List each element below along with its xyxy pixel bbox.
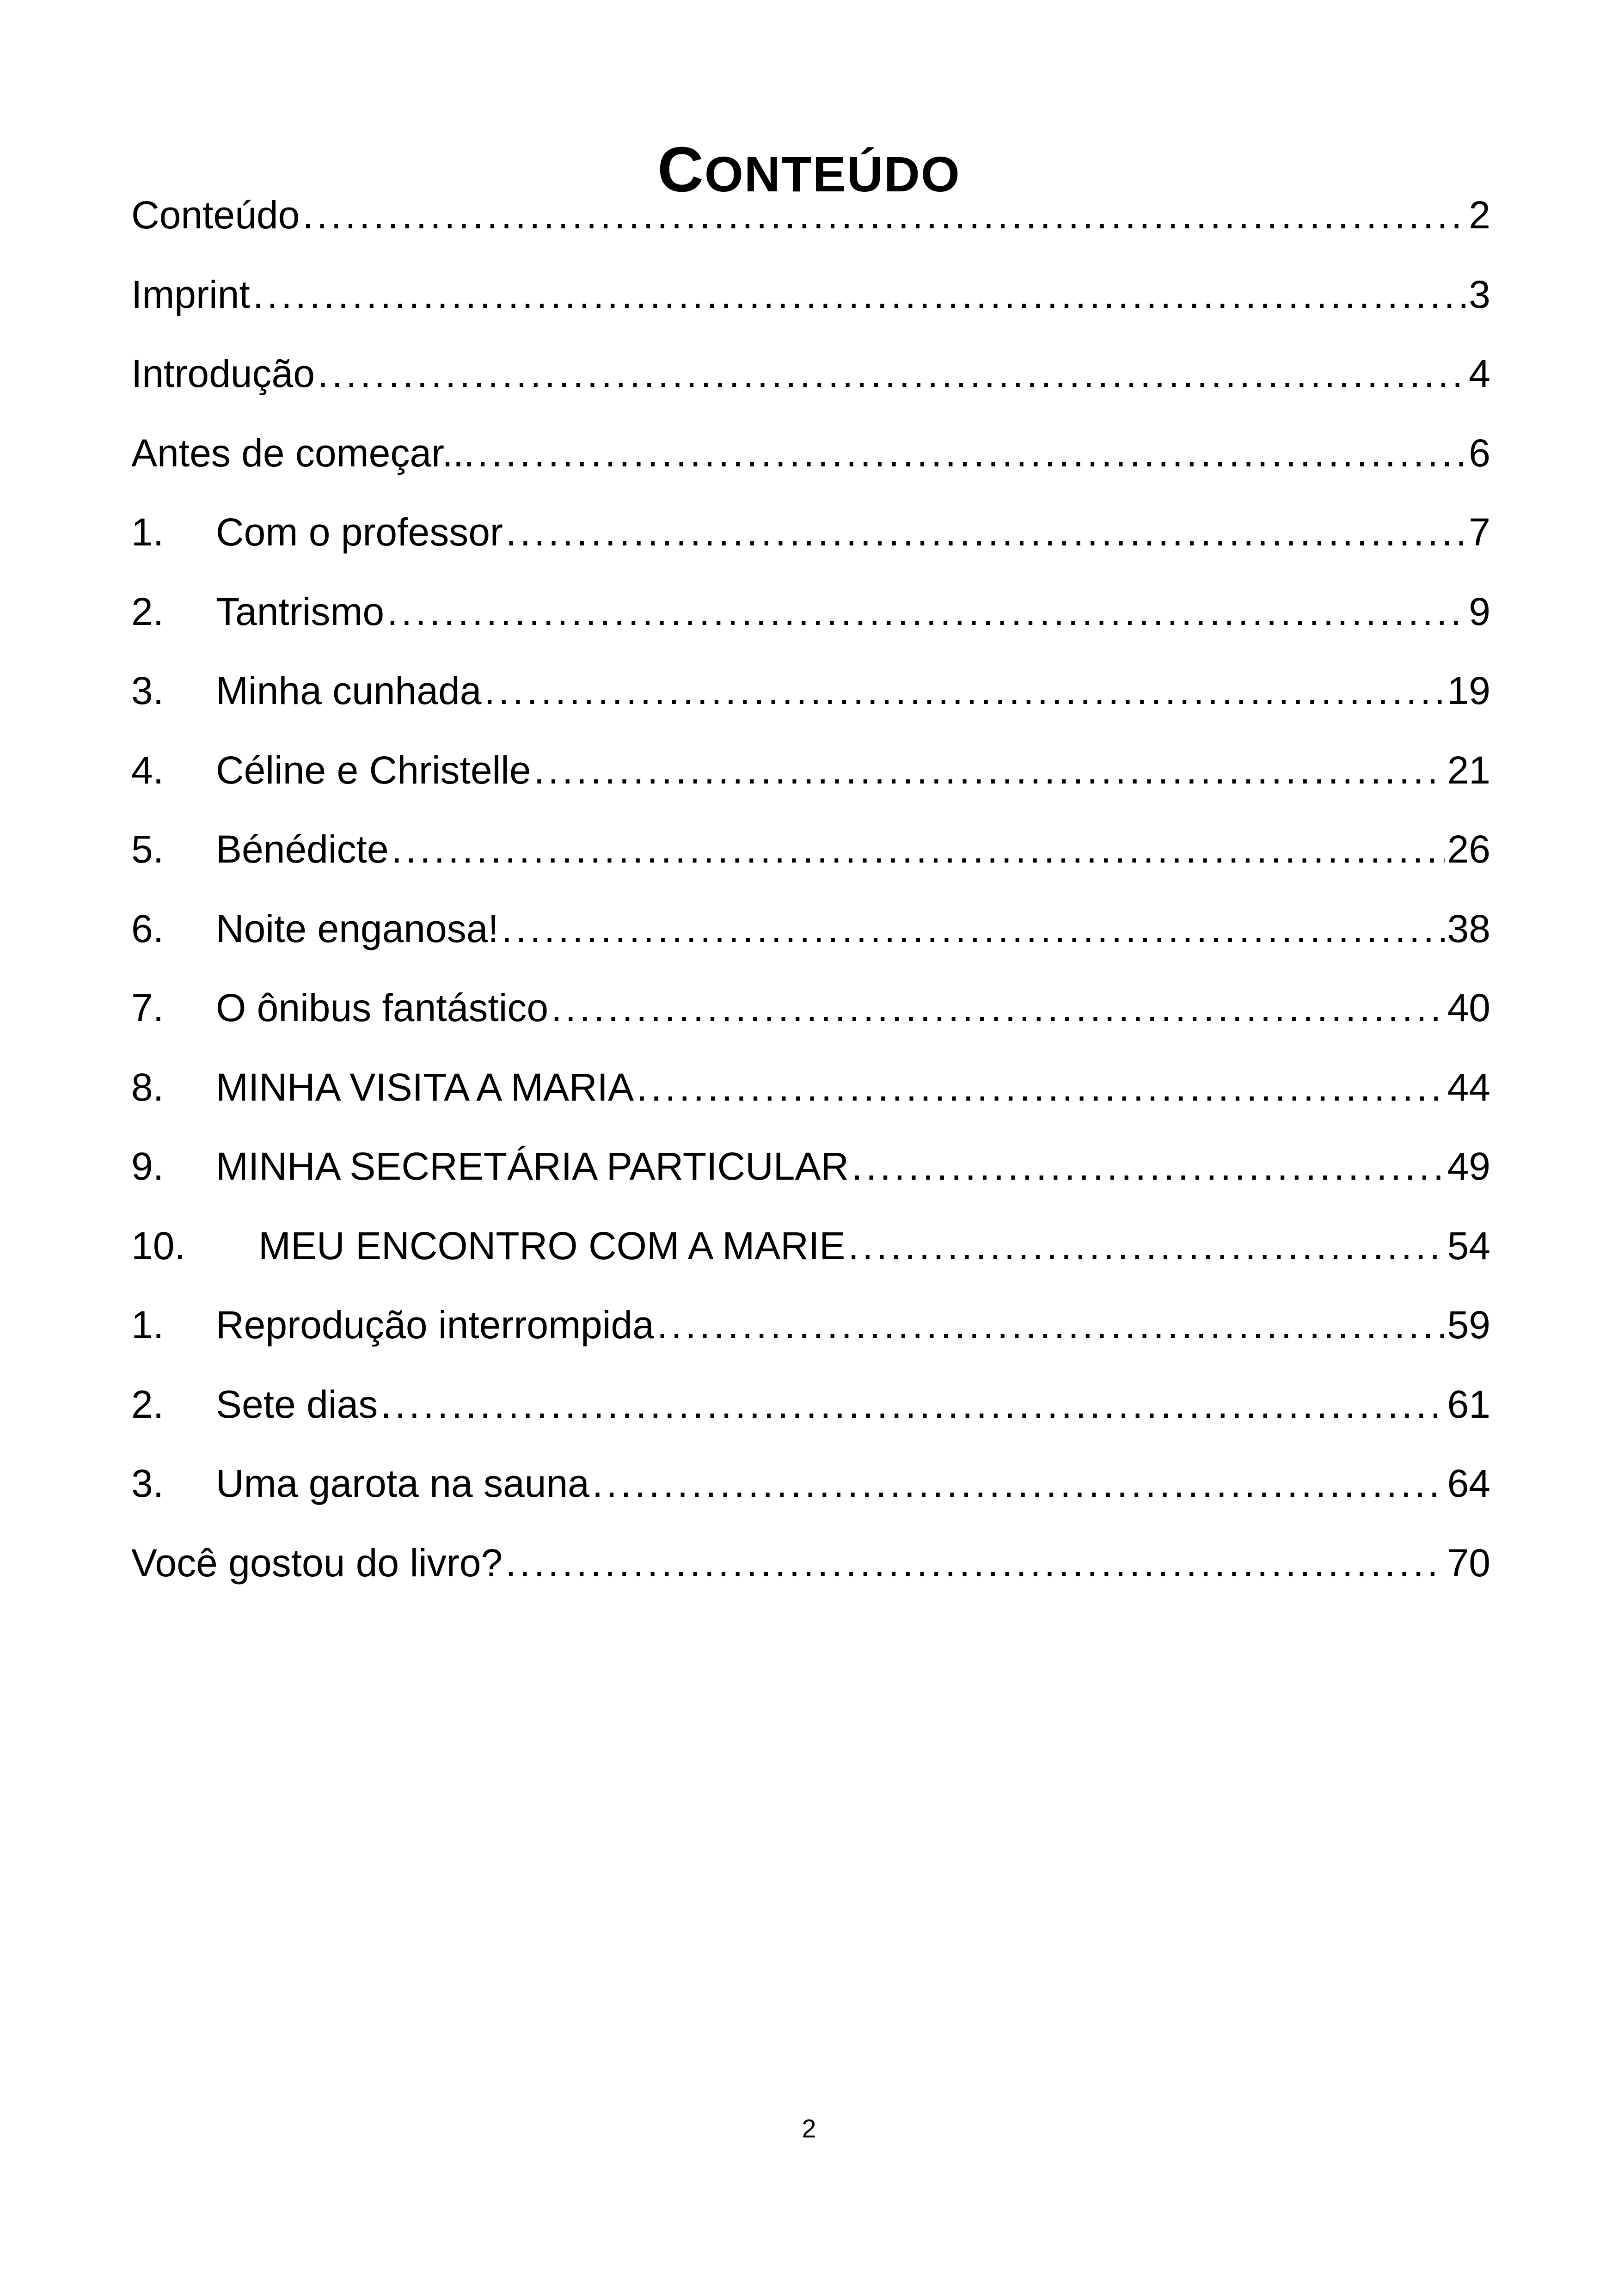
toc-entry[interactable]	[131, 651, 1490, 731]
toc-entry-page: 59	[1447, 1303, 1490, 1347]
toc-dot-leader	[534, 731, 1445, 810]
toc-entry-label: Reprodução interrompida	[216, 1303, 654, 1347]
toc-entry-number: 10.	[131, 1224, 185, 1267]
toc-entry[interactable]	[131, 889, 1490, 969]
toc-entry-label: Uma garota na sauna	[216, 1462, 589, 1505]
toc-entry[interactable]	[131, 1524, 1490, 1603]
page-title-initial: C	[657, 134, 705, 206]
toc-dot-leader	[253, 255, 1466, 335]
toc-entry[interactable]	[131, 1365, 1490, 1445]
toc-entry-number: 7.	[131, 986, 164, 1029]
toc-entry-page: 21	[1447, 748, 1490, 792]
toc-entry-label: O ônibus fantástico	[216, 986, 549, 1029]
toc-entry-label: Introdução	[131, 352, 315, 395]
toc-entry[interactable]	[131, 731, 1490, 810]
toc-entry-number: 1.	[131, 510, 164, 554]
toc-dot-leader	[318, 334, 1466, 414]
toc-dot-leader	[657, 1286, 1445, 1365]
toc-entry-number: 2.	[131, 1382, 164, 1426]
toc-dot-leader	[637, 1048, 1445, 1127]
toc-dot-leader	[380, 1365, 1444, 1445]
toc-entry[interactable]	[131, 493, 1490, 572]
toc-entry-label: Sete dias	[216, 1382, 378, 1426]
toc-dot-leader	[484, 651, 1444, 731]
toc-entry-number: 3.	[131, 1462, 164, 1505]
toc-dot-leader	[852, 1127, 1444, 1206]
toc-dot-leader	[302, 176, 1466, 255]
page-title-rest: ONTEÚDO	[704, 146, 961, 202]
toc-entry[interactable]	[131, 968, 1490, 1048]
toc-entry-number: 8.	[131, 1065, 164, 1109]
toc-dot-leader	[387, 572, 1466, 652]
toc-entry-label: Minha cunhada	[216, 669, 482, 712]
toc-entry[interactable]	[131, 1048, 1490, 1127]
toc-entry-page: 3	[1469, 272, 1490, 316]
toc-entry-page: 44	[1447, 1065, 1490, 1109]
toc-entry-page: 54	[1447, 1224, 1490, 1267]
toc-entry-page: 2	[1469, 193, 1490, 237]
toc-entry-page: 6	[1469, 431, 1490, 475]
toc-entry[interactable]	[131, 810, 1490, 889]
toc-entry-label: MEU ENCONTRO COM A MARIE	[258, 1224, 846, 1267]
toc-entry-number: 2.	[131, 589, 164, 633]
toc-entry-page: 40	[1447, 986, 1490, 1029]
toc-entry[interactable]	[131, 572, 1490, 652]
toc-entry-label: Antes de começar...	[131, 431, 475, 475]
toc-entry[interactable]	[131, 334, 1490, 414]
toc-entry[interactable]	[131, 1127, 1490, 1206]
toc-entry[interactable]	[131, 1286, 1490, 1365]
toc-entry[interactable]	[131, 1444, 1490, 1524]
toc-entry-label: Tantrismo	[216, 589, 385, 633]
toc-entry[interactable]	[131, 1206, 1490, 1286]
page-number: 2	[802, 2114, 816, 2143]
toc-entry-label: MINHA VISITA A MARIA	[216, 1065, 634, 1109]
toc-dot-leader	[592, 1444, 1445, 1524]
toc-entry-page: 26	[1447, 827, 1490, 871]
toc-entry[interactable]	[131, 255, 1490, 335]
toc-entry-page: 38	[1447, 906, 1490, 950]
toc-entry-page: 70	[1447, 1541, 1490, 1585]
toc-entry[interactable]	[131, 414, 1490, 493]
toc-entry-page: 9	[1469, 589, 1490, 633]
toc-dot-leader	[392, 810, 1445, 889]
toc-entry-page: 49	[1447, 1145, 1490, 1188]
toc-dot-leader	[551, 968, 1444, 1048]
toc-entry-label: Céline e Christelle	[216, 748, 531, 792]
toc-dot-leader	[506, 493, 1466, 572]
toc-entry-number: 1.	[131, 1303, 164, 1347]
toc-entry-page: 4	[1469, 352, 1490, 395]
toc-entry-label: MINHA SECRETÁRIA PARTICULAR	[216, 1145, 849, 1188]
toc-dot-leader	[848, 1206, 1444, 1286]
table-of-contents	[131, 176, 1490, 1603]
toc-entry-number: 9.	[131, 1145, 164, 1188]
toc-entry-page: 61	[1447, 1382, 1490, 1426]
toc-dot-leader	[477, 414, 1466, 493]
toc-entry[interactable]	[131, 176, 1490, 255]
toc-entry-label: Imprint	[131, 272, 250, 316]
toc-entry-label: Você gostou do livro?	[131, 1541, 503, 1585]
toc-entry-number: 3.	[131, 669, 164, 712]
toc-entry-page: 64	[1447, 1462, 1490, 1505]
toc-entry-label: Noite enganosa!	[216, 906, 499, 950]
toc-entry-label: Com o professor	[216, 510, 503, 554]
toc-entry-label: Bénédicte	[216, 827, 389, 871]
toc-entry-number: 6.	[131, 906, 164, 950]
toc-entry-page: 19	[1447, 669, 1490, 712]
toc-entry-number: 5.	[131, 827, 164, 871]
toc-entry-page: 7	[1469, 510, 1490, 554]
toc-dot-leader	[505, 1524, 1444, 1603]
toc-entry-number: 4.	[131, 748, 164, 792]
toc-dot-leader	[502, 889, 1445, 969]
toc-entry-label: Conteúdo	[131, 193, 300, 237]
